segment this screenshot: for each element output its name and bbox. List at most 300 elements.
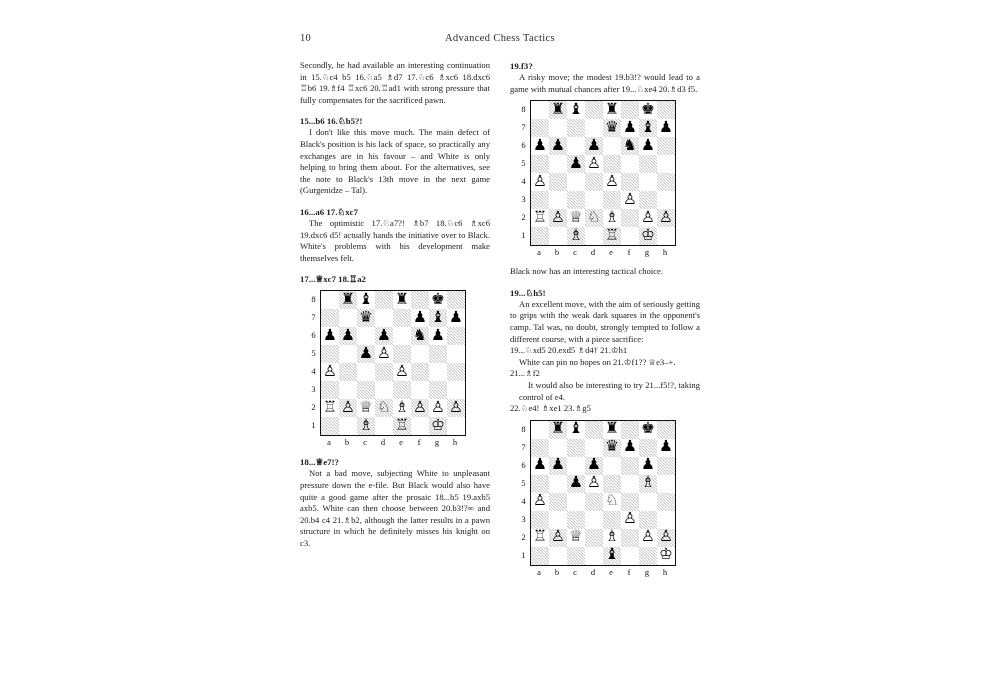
piece-wp-icon: ♙ [551, 528, 565, 546]
piece-bk-icon: ♚ [431, 291, 445, 309]
square-h8 [657, 101, 675, 119]
square-c8 [357, 291, 375, 309]
piece-bp-icon: ♟ [449, 309, 463, 327]
piece-wk-icon: ♔ [659, 546, 673, 564]
square-e8 [393, 291, 411, 309]
square-c1 [357, 417, 375, 435]
square-a7 [531, 439, 549, 457]
paragraph-optimistic: The optimistic 17.♘a7?! ♗b7 18.♘c6 ♗xc6 19.dxc6 d5! actually hands the initiative over to Black. White's problems with his development make themselves felt. [300, 217, 490, 263]
rank-labels [307, 290, 320, 436]
square-b5 [339, 345, 357, 363]
piece-bp-icon: ♟ [533, 137, 547, 154]
square-c3 [567, 191, 585, 209]
piece-br-icon: ♜ [605, 101, 619, 118]
rank-label-7: 7 [521, 122, 526, 133]
square-e1 [603, 227, 621, 245]
square-g4 [639, 493, 657, 511]
square-b3 [549, 191, 567, 209]
square-h7 [657, 439, 675, 457]
file-label-g: g [644, 247, 650, 258]
square-b3 [339, 381, 357, 399]
rank-labels [517, 100, 530, 246]
square-b5 [549, 475, 567, 493]
piece-wp-icon: ♙ [341, 399, 355, 417]
piece-bn-icon: ♞ [623, 137, 637, 154]
piece-wp-icon: ♙ [587, 474, 601, 492]
piece-wp-icon: ♙ [587, 155, 601, 172]
square-c2 [567, 529, 585, 547]
square-h1 [657, 547, 675, 565]
square-b6 [339, 327, 357, 345]
square-f6 [621, 137, 639, 155]
square-f7 [621, 439, 639, 457]
rank-labels [517, 420, 530, 566]
square-a2 [531, 209, 549, 227]
piece-bp-icon: ♟ [341, 327, 355, 345]
piece-bb-icon: ♝ [569, 420, 583, 438]
file-label-a: a [327, 437, 331, 448]
square-c6 [567, 137, 585, 155]
piece-wr-icon: ♖ [533, 528, 547, 546]
square-h3 [447, 381, 465, 399]
square-e5 [603, 475, 621, 493]
piece-bp-icon: ♟ [323, 327, 337, 345]
square-a3 [321, 381, 339, 399]
file-label-f: f [627, 566, 631, 577]
square-h2 [657, 209, 675, 227]
square-c3 [567, 511, 585, 529]
piece-wp-icon: ♙ [659, 209, 673, 226]
square-a4 [531, 493, 549, 511]
piece-wb-icon: ♗ [395, 399, 409, 417]
square-h5 [657, 155, 675, 173]
square-h3 [657, 511, 675, 529]
piece-wb-icon: ♗ [605, 209, 619, 226]
square-h7 [657, 119, 675, 137]
square-f8 [621, 421, 639, 439]
square-b4 [339, 363, 357, 381]
piece-wp-icon: ♙ [533, 173, 547, 190]
square-f3 [621, 191, 639, 209]
square-c1 [567, 547, 585, 565]
square-f4 [621, 173, 639, 191]
rank-label-7: 7 [521, 441, 526, 452]
square-a7 [531, 119, 549, 137]
piece-bp-icon: ♟ [377, 327, 391, 345]
square-a2 [321, 399, 339, 417]
rank-label-5: 5 [521, 158, 526, 169]
square-c2 [357, 399, 375, 417]
file-label-b: b [344, 437, 350, 448]
piece-bb-icon: ♝ [605, 546, 619, 564]
square-b4 [549, 173, 567, 191]
piece-bp-icon: ♟ [587, 137, 601, 154]
square-h1 [657, 227, 675, 245]
square-d3 [585, 191, 603, 209]
piece-wp-icon: ♙ [623, 191, 637, 208]
piece-wb-icon: ♗ [641, 474, 655, 492]
square-d8 [375, 291, 393, 309]
square-g6 [639, 457, 657, 475]
square-h6 [657, 457, 675, 475]
square-c5 [567, 155, 585, 173]
square-g8 [639, 421, 657, 439]
rank-label-6: 6 [521, 140, 526, 151]
paragraph-not-bad-move: Not a bad move, subjecting White to unpleasant pressure down the e-file. But Black would also have quite a good game after the prosaic 18...b5 19.axb5 axb5. White can then choose between 20.b3!?∞ and 20.b4 c4 21.♗b2, although the latter results in a pawn structure in which he definitely misses his knight on c3. [300, 468, 490, 548]
rank-label-2: 2 [521, 531, 526, 542]
square-e3 [603, 191, 621, 209]
square-a5 [531, 155, 549, 173]
chessboard-squares [530, 100, 676, 246]
file-label-d: d [590, 566, 596, 577]
piece-wr-icon: ♖ [533, 209, 547, 226]
square-f5 [411, 345, 429, 363]
square-f1 [621, 547, 639, 565]
square-b2 [549, 529, 567, 547]
piece-br-icon: ♜ [551, 420, 565, 438]
piece-wp-icon: ♙ [323, 363, 337, 381]
square-e1 [603, 547, 621, 565]
rank-label-8: 8 [521, 423, 526, 434]
square-e3 [603, 511, 621, 529]
square-g1 [639, 227, 657, 245]
square-e6 [393, 327, 411, 345]
piece-wp-icon: ♙ [551, 209, 565, 226]
page-number: 10 [300, 33, 311, 44]
piece-bp-icon: ♟ [551, 456, 565, 474]
square-g1 [429, 417, 447, 435]
square-e4 [603, 493, 621, 511]
column-left [300, 60, 490, 640]
square-g3 [639, 191, 657, 209]
running-head [300, 30, 700, 52]
square-e7 [603, 119, 621, 137]
square-d8 [585, 101, 603, 119]
square-g5 [639, 475, 657, 493]
square-e2 [393, 399, 411, 417]
square-f2 [621, 209, 639, 227]
piece-bp-icon: ♟ [623, 438, 637, 456]
piece-wr-icon: ♖ [605, 227, 619, 244]
file-label-d: d [590, 247, 596, 258]
square-f5 [621, 155, 639, 173]
square-d4 [585, 173, 603, 191]
square-e7 [603, 439, 621, 457]
piece-bp-icon: ♟ [569, 155, 583, 172]
chess-diagram-top-right [517, 100, 693, 257]
square-g5 [429, 345, 447, 363]
square-g2 [639, 209, 657, 227]
move-heading-15b6: 15...b6 16.♘b5?! [300, 116, 363, 127]
square-h3 [657, 191, 675, 209]
piece-wr-icon: ♖ [323, 399, 337, 417]
square-d7 [585, 119, 603, 137]
square-c8 [567, 101, 585, 119]
page-content [300, 30, 700, 640]
file-label-d: d [380, 437, 386, 448]
square-d5 [585, 475, 603, 493]
square-d2 [585, 529, 603, 547]
square-f1 [621, 227, 639, 245]
piece-wq-icon: ♕ [569, 528, 583, 546]
square-e5 [393, 345, 411, 363]
piece-wp-icon: ♙ [413, 399, 427, 417]
piece-br-icon: ♜ [551, 101, 565, 118]
square-c6 [567, 457, 585, 475]
square-c6 [357, 327, 375, 345]
file-label-a: a [537, 247, 541, 258]
rank-label-3: 3 [521, 194, 526, 205]
square-a5 [531, 475, 549, 493]
piece-bq-icon: ♛ [605, 438, 619, 456]
square-c1 [567, 227, 585, 245]
file-label-h: h [662, 247, 668, 258]
rank-label-6: 6 [521, 459, 526, 470]
square-e7 [393, 309, 411, 327]
square-a2 [531, 529, 549, 547]
move-heading-19f3: 19.f3? [510, 61, 533, 71]
file-label-f: f [627, 247, 631, 258]
rank-label-1: 1 [521, 549, 526, 560]
square-e4 [603, 173, 621, 191]
square-a4 [531, 173, 549, 191]
file-label-c: c [363, 437, 367, 448]
file-label-g: g [434, 437, 440, 448]
square-e3 [393, 381, 411, 399]
rank-label-3: 3 [311, 384, 316, 395]
file-label-b: b [554, 247, 560, 258]
rank-label-8: 8 [311, 294, 316, 305]
square-f3 [411, 381, 429, 399]
square-d5 [375, 345, 393, 363]
square-a1 [321, 417, 339, 435]
book-title: Advanced Chess Tactics [445, 33, 555, 44]
square-c4 [567, 173, 585, 191]
piece-wp-icon: ♙ [533, 492, 547, 510]
move-heading-18Qe7: 18...♕e7!? [300, 457, 339, 468]
square-c4 [357, 363, 375, 381]
piece-wn-icon: ♘ [377, 399, 391, 417]
square-f6 [411, 327, 429, 345]
piece-bp-icon: ♟ [659, 438, 673, 456]
file-labels [530, 566, 674, 577]
square-a3 [531, 191, 549, 209]
square-a8 [321, 291, 339, 309]
rank-label-1: 1 [311, 420, 316, 431]
square-g1 [639, 547, 657, 565]
variation-line-1: 19...♘xd5 20.exd5 ♗d4† 21.♔h1 [510, 345, 628, 356]
square-d7 [375, 309, 393, 327]
file-label-b: b [554, 566, 560, 577]
square-b1 [549, 227, 567, 245]
square-c5 [357, 345, 375, 363]
rank-label-2: 2 [521, 212, 526, 223]
piece-wb-icon: ♗ [605, 528, 619, 546]
square-e6 [603, 457, 621, 475]
square-g3 [429, 381, 447, 399]
rank-label-4: 4 [521, 176, 526, 187]
piece-wp-icon: ♙ [659, 528, 673, 546]
square-c8 [567, 421, 585, 439]
square-b6 [549, 457, 567, 475]
square-b8 [549, 101, 567, 119]
square-b6 [549, 137, 567, 155]
square-h7 [447, 309, 465, 327]
square-h8 [657, 421, 675, 439]
piece-bp-icon: ♟ [641, 137, 655, 154]
file-label-h: h [452, 437, 458, 448]
piece-bb-icon: ♝ [359, 291, 373, 309]
piece-bq-icon: ♛ [605, 119, 619, 136]
square-b8 [339, 291, 357, 309]
piece-br-icon: ♜ [341, 291, 355, 309]
rank-label-4: 4 [311, 366, 316, 377]
square-g7 [429, 309, 447, 327]
piece-wp-icon: ♙ [605, 173, 619, 190]
rank-label-3: 3 [521, 513, 526, 524]
square-c7 [357, 309, 375, 327]
square-g7 [639, 439, 657, 457]
piece-wq-icon: ♕ [359, 399, 373, 417]
square-b8 [549, 421, 567, 439]
piece-bb-icon: ♝ [431, 309, 445, 327]
square-c3 [357, 381, 375, 399]
square-f5 [621, 475, 639, 493]
square-e2 [603, 529, 621, 547]
piece-wk-icon: ♔ [431, 417, 445, 435]
square-b2 [549, 209, 567, 227]
piece-wb-icon: ♗ [359, 417, 373, 435]
piece-wn-icon: ♘ [605, 492, 619, 510]
square-f4 [411, 363, 429, 381]
square-h1 [447, 417, 465, 435]
piece-bn-icon: ♞ [413, 327, 427, 345]
square-h5 [657, 475, 675, 493]
square-b1 [339, 417, 357, 435]
square-d5 [585, 155, 603, 173]
piece-wp-icon: ♙ [641, 209, 655, 226]
variation-note-pin: White can pin no hopes on 21.♔f1?? ♕e3–+. [519, 356, 676, 367]
square-d2 [585, 209, 603, 227]
square-b3 [549, 511, 567, 529]
file-label-e: e [609, 247, 613, 258]
piece-bp-icon: ♟ [641, 456, 655, 474]
square-h4 [447, 363, 465, 381]
file-label-c: c [573, 566, 577, 577]
square-f7 [411, 309, 429, 327]
square-f4 [621, 493, 639, 511]
piece-bp-icon: ♟ [431, 327, 445, 345]
square-a1 [531, 227, 549, 245]
variation-note-f5: It would also be interesting to try 21...f5!?, taking control of e4. [519, 379, 700, 402]
square-f2 [621, 529, 639, 547]
square-g6 [429, 327, 447, 345]
square-e2 [603, 209, 621, 227]
square-g4 [639, 173, 657, 191]
paragraph-risky-move: A risky move; the modest 19.b3!? would lead to a game with mutual chances after 19...♘xe4 20.♗d3 f5. [510, 72, 700, 94]
file-label-h: h [662, 566, 668, 577]
piece-wq-icon: ♕ [569, 209, 583, 226]
piece-br-icon: ♜ [395, 291, 409, 309]
square-d8 [585, 421, 603, 439]
square-d1 [585, 227, 603, 245]
move-heading-16a6: 16...a6 17.♘xc7 [300, 206, 358, 217]
file-labels [530, 246, 674, 257]
square-d1 [375, 417, 393, 435]
square-c5 [567, 475, 585, 493]
move-heading-19Nh5: 19...♘h5! [510, 287, 546, 298]
rank-label-7: 7 [311, 312, 316, 323]
file-label-e: e [399, 437, 403, 448]
square-b5 [549, 155, 567, 173]
square-a1 [531, 547, 549, 565]
piece-bq-icon: ♛ [359, 309, 373, 327]
piece-wb-icon: ♗ [569, 227, 583, 244]
square-f8 [621, 101, 639, 119]
square-h5 [447, 345, 465, 363]
chessboard-squares [530, 420, 676, 566]
rank-label-1: 1 [521, 230, 526, 241]
square-d4 [375, 363, 393, 381]
square-a3 [531, 511, 549, 529]
piece-bb-icon: ♝ [569, 101, 583, 118]
piece-wp-icon: ♙ [449, 399, 463, 417]
square-b7 [339, 309, 357, 327]
file-label-e: e [609, 566, 613, 577]
square-g5 [639, 155, 657, 173]
square-g7 [639, 119, 657, 137]
rank-label-8: 8 [521, 104, 526, 115]
piece-bp-icon: ♟ [659, 119, 673, 136]
square-a6 [531, 137, 549, 155]
chessboard-squares [320, 290, 466, 436]
rank-label-2: 2 [311, 402, 316, 413]
square-g8 [429, 291, 447, 309]
square-a4 [321, 363, 339, 381]
square-g2 [639, 529, 657, 547]
paragraph-excellent-move: An excellent move, with the aim of seriously getting to grips with the weak dark squares in the opponent's camp. Tal was, no doubt, strongly tempted to follow a different course, with a piece sacrifice: [510, 298, 700, 344]
square-h6 [447, 327, 465, 345]
variation-line-3: 22.♘e4! ♗xe1 23.♗g5 [510, 403, 591, 414]
square-d1 [585, 547, 603, 565]
square-d2 [375, 399, 393, 417]
square-b1 [549, 547, 567, 565]
piece-wp-icon: ♙ [641, 528, 655, 546]
file-label-a: a [537, 566, 541, 577]
square-e8 [603, 421, 621, 439]
square-d6 [585, 137, 603, 155]
piece-bp-icon: ♟ [587, 456, 601, 474]
square-c7 [567, 119, 585, 137]
piece-bb-icon: ♝ [641, 119, 655, 136]
file-label-f: f [417, 437, 421, 448]
square-d4 [585, 493, 603, 511]
file-label-g: g [644, 566, 650, 577]
file-labels [320, 436, 464, 447]
square-f2 [411, 399, 429, 417]
square-f1 [411, 417, 429, 435]
piece-wp-icon: ♙ [395, 363, 409, 381]
square-e1 [393, 417, 411, 435]
piece-wp-icon: ♙ [377, 345, 391, 363]
square-a5 [321, 345, 339, 363]
piece-bp-icon: ♟ [623, 119, 637, 136]
square-f6 [621, 457, 639, 475]
square-g2 [429, 399, 447, 417]
text-columns [300, 60, 700, 640]
square-h4 [657, 493, 675, 511]
square-a8 [531, 101, 549, 119]
